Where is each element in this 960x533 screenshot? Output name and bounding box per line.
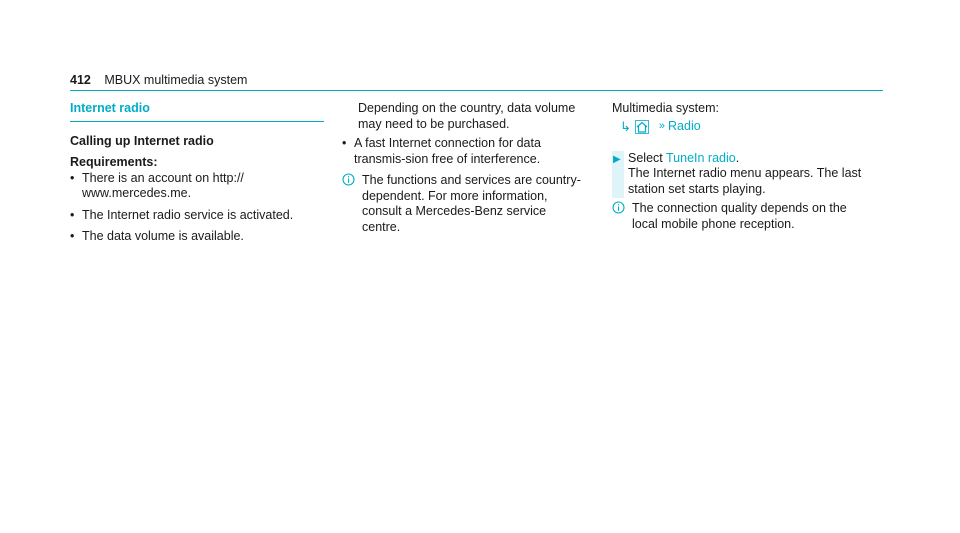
bullet-icon: • xyxy=(70,229,75,243)
header-rule xyxy=(70,90,883,91)
step-result: The Internet radio menu appears. The last station set starts playing. xyxy=(628,166,862,196)
subheading: Calling up Internet radio xyxy=(70,133,214,148)
header-title: MBUX multimedia system xyxy=(104,73,248,87)
bullet-icon: • xyxy=(342,136,347,150)
home-icon xyxy=(635,120,649,134)
nav-label: Multimedia system: xyxy=(612,101,719,115)
note-text: The connection quality depends on the local mobile phone reception. xyxy=(632,201,847,231)
note-text: The functions and services are country-dependent. For more information, consult a Mercedes-Benz service centre. xyxy=(362,173,581,234)
list-item xyxy=(70,229,324,245)
page-header xyxy=(70,73,247,87)
bullet-icon: • xyxy=(70,207,75,222)
step-link: TuneIn radio xyxy=(666,150,736,165)
info-icon xyxy=(342,173,355,186)
step-suffix: . xyxy=(735,150,740,165)
paragraph: Depending on the country, data volume may need to be purchased. xyxy=(358,101,576,131)
list-item xyxy=(70,171,324,202)
page-number: 412 xyxy=(70,73,91,87)
list-item-text: The data volume is available. xyxy=(82,229,244,243)
step xyxy=(612,151,872,198)
nav-arrow-icon: ↳ xyxy=(620,118,631,134)
note xyxy=(342,173,582,235)
step-arrow-icon: ▶ xyxy=(613,153,621,165)
info-icon xyxy=(612,201,625,214)
column-1 xyxy=(70,101,324,251)
column-2 xyxy=(342,101,582,235)
step-prefix: Select xyxy=(628,150,666,165)
list-item xyxy=(342,136,582,167)
nav-radio: Radio xyxy=(668,118,701,133)
requirements-label: Requirements: xyxy=(70,155,158,169)
list-item-text: A fast Internet connection for data transmis-sion free of interference. xyxy=(354,136,541,166)
note xyxy=(612,201,872,232)
nav-path xyxy=(612,119,872,135)
list-item xyxy=(70,208,324,224)
column-3 xyxy=(612,101,872,232)
section-title: Internet radio xyxy=(70,101,324,122)
chevron-right-icon: » xyxy=(658,119,666,132)
list-item-text: The Internet radio service is activated. xyxy=(82,207,294,222)
bullet-icon: • xyxy=(70,170,75,185)
list-item-text: There is an account on http:// www.mercedes.me. xyxy=(82,170,244,200)
